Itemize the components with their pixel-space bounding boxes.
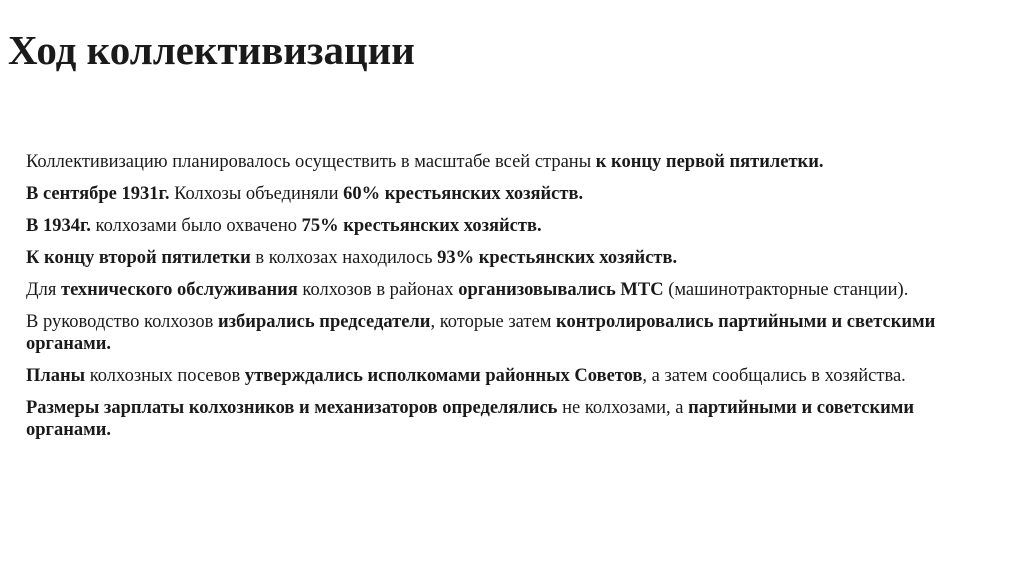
bold-text: контролировались партийными и светскими органами. [26,312,936,354]
bold-text: Размеры зарплаты колхозников и механизаторов определялись [26,398,558,418]
bold-text: партийными и советскими органами. [26,398,915,440]
bold-text: утверждались исполкомами районных Советов [244,366,643,386]
text-run: не колхозами, а [557,398,689,418]
paragraph [26,311,966,355]
paragraph [26,215,966,237]
paragraph [26,183,966,205]
bold-text: технического обслуживания [61,280,298,300]
text-run: , а затем сообщались в хозяйства. [642,366,906,386]
bold-text: к концу первой пятилетки. [595,152,824,172]
slide-title: Ход коллективизации [8,27,415,73]
text-run: (машинотракторные станции). [663,280,909,300]
bold-text: 75% крестьянских хозяйств. [301,216,542,236]
slide-body [26,151,966,451]
text-run: Для [26,280,61,300]
text-run: колхозами было охвачено [90,216,302,236]
bold-text: Планы [26,366,86,386]
bold-text: 60% крестьянских хозяйств. [343,184,584,204]
bold-text: организовывались МТС [458,280,664,300]
paragraph [26,365,966,387]
bold-text: В 1934г. [26,216,91,236]
text-run: В руководство колхозов [26,312,218,332]
paragraph [26,151,966,173]
text-run: в колхозах находилось [250,248,438,268]
paragraph [26,247,966,269]
bold-text: избирались председатели [217,312,431,332]
paragraph [26,397,966,441]
text-run: колхозов в районах [297,280,459,300]
paragraph [26,279,966,301]
text-run: Колхозы объединяли [169,184,344,204]
text-run: Коллективизацию планировалось осуществить в масштабе всей страны [26,152,596,172]
text-run: , которые затем [430,312,557,332]
text-run: колхозных посевов [85,366,245,386]
bold-text: К концу второй пятилетки [26,248,251,268]
bold-text: В сентябре 1931г. [26,184,170,204]
bold-text: 93% крестьянских хозяйств. [437,248,678,268]
